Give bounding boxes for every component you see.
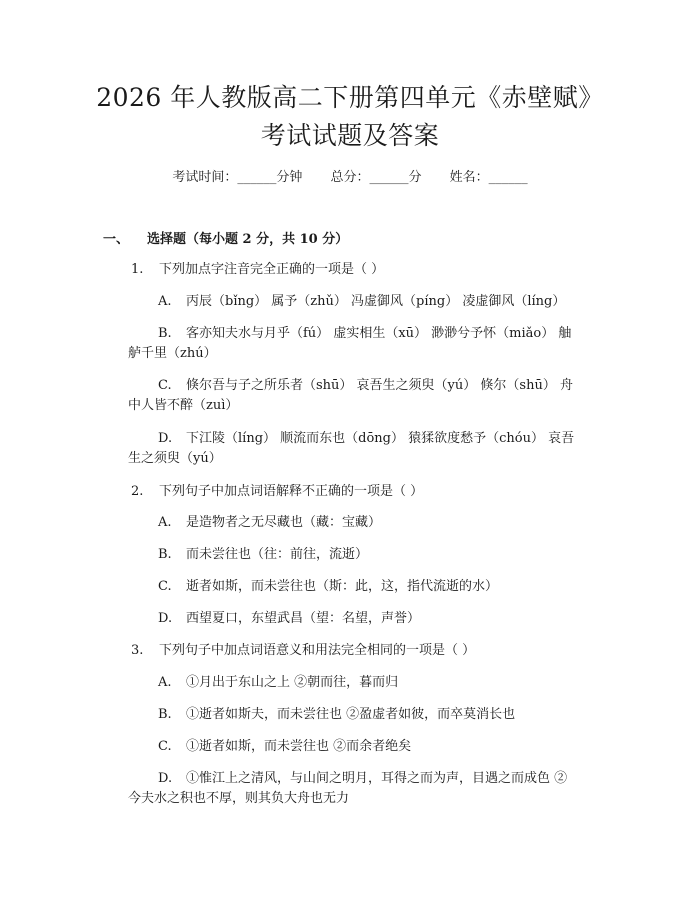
q3-option-d xyxy=(158,769,567,789)
q2-option-c xyxy=(158,577,498,597)
option-text: 是造物者之无尽藏也（藏：宝藏） xyxy=(186,515,382,530)
option-letter: D. xyxy=(158,611,173,626)
option-text: 倏尔吾与子之所乐者（shū） 哀吾生之须臾（yú） 倏尔（shū） 舟 xyxy=(186,378,573,393)
question-number: 2. xyxy=(131,484,144,499)
name-blank: ______ xyxy=(488,170,528,185)
q1-option-b xyxy=(158,324,571,344)
option-text: 而未尝往也（往：前往，流逝） xyxy=(186,547,369,562)
question-number: 1. xyxy=(131,262,144,277)
score-label: 总分： xyxy=(330,170,370,185)
section-heading xyxy=(103,230,348,250)
question-text: 下列句子中加点词语解释不正确的一项是（ ） xyxy=(159,484,424,499)
q1-option-b-continued: 舻千里（zhú） xyxy=(128,346,217,361)
q1-option-d xyxy=(158,429,574,449)
q3-option-b xyxy=(158,705,515,725)
section-number: 一、 xyxy=(103,232,130,247)
exam-title-line1: 2026 年人教版高二下册第四单元《赤壁赋》 xyxy=(96,83,604,112)
option-letter: C. xyxy=(158,378,172,393)
option-letter: C. xyxy=(158,579,172,594)
time-label: 考试时间： xyxy=(172,170,238,185)
score-blank: ______ xyxy=(369,170,409,185)
question-1-stem xyxy=(131,260,384,280)
option-letter: A. xyxy=(158,294,172,309)
time-field xyxy=(172,170,302,185)
option-text: 客亦知夫水与月乎（fú） 虚实相生（xū） 渺渺兮予怀（miǎo） 舳 xyxy=(186,326,572,341)
q2-option-b xyxy=(158,545,368,565)
option-text: 西望夏口，东望武昌（望：名望，声誉） xyxy=(186,611,421,626)
time-unit: 分钟 xyxy=(276,170,303,185)
score-field xyxy=(330,170,421,185)
q1-option-c-continued: 中人皆不醉（zuì） xyxy=(128,398,239,413)
q2-option-a xyxy=(158,513,381,533)
option-text: 丙辰（bǐng） 属予（zhǔ） 冯虚御风（píng） 凌虚御风（líng） xyxy=(186,294,566,309)
q2-option-d xyxy=(158,609,420,629)
option-text: ①逝者如斯夫，而未尝往也 ②盈虚者如彼，而卒莫消长也 xyxy=(186,707,516,722)
option-letter: A. xyxy=(158,515,172,530)
option-letter: D. xyxy=(158,771,173,786)
exam-title-line2: 考试试题及答案 xyxy=(260,121,440,150)
q1-option-c xyxy=(158,376,573,396)
option-letter: B. xyxy=(158,707,172,722)
time-blank: ______ xyxy=(237,170,277,185)
name-field xyxy=(450,170,528,185)
option-text: ①惟江上之清风，与山间之明月，耳得之而为声，目遇之而成色 ② xyxy=(186,771,568,786)
q1-option-d-continued: 生之须臾（yú） xyxy=(128,451,222,466)
option-letter: D. xyxy=(158,431,173,446)
exam-meta xyxy=(0,168,700,188)
name-label: 姓名： xyxy=(449,170,489,185)
option-text: ①逝者如斯，而未尝往也 ②而余者绝矣 xyxy=(186,739,412,754)
q3-option-a xyxy=(158,673,398,693)
question-2-stem xyxy=(131,482,423,502)
q3-option-d-continued: 今夫水之积也不厚，则其负大舟也无力 xyxy=(128,791,350,806)
option-letter: B. xyxy=(158,547,172,562)
question-number: 3. xyxy=(131,643,144,658)
option-letter: A. xyxy=(158,675,172,690)
section-title: 选择题（每小题 2 分，共 10 分） xyxy=(147,232,349,247)
q1-option-a xyxy=(158,292,565,312)
question-text: 下列加点字注音完全正确的一项是（ ） xyxy=(159,262,385,277)
option-letter: C. xyxy=(158,739,172,754)
question-3-stem xyxy=(131,641,475,661)
option-text: ①月出于东山之上 ②朝而往，暮而归 xyxy=(186,675,399,690)
option-text: 下江陵（líng） 顺流而东也（dōng） 猿猱欲度愁予（chóu） 哀吾 xyxy=(186,431,575,446)
q3-option-c xyxy=(158,737,411,757)
option-text: 逝者如斯，而未尝往也（斯：此，这，指代流逝的水） xyxy=(186,579,499,594)
option-letter: B. xyxy=(158,326,172,341)
score-unit: 分 xyxy=(408,170,422,185)
question-text: 下列句子中加点词语意义和用法完全相同的一项是（ ） xyxy=(159,643,476,658)
